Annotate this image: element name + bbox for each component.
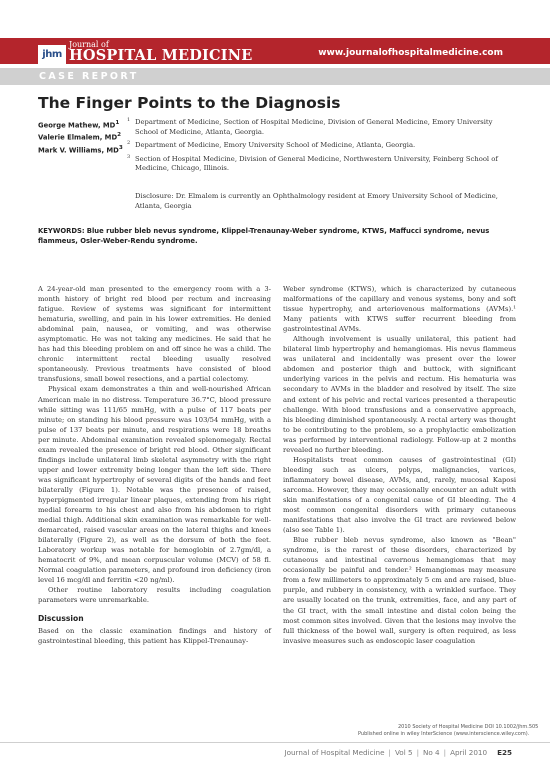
page-number: E25 xyxy=(497,748,512,757)
footer-separator: | xyxy=(443,748,447,757)
keywords-label: KEYWORDS: xyxy=(38,227,85,235)
footer-date: April 2010 xyxy=(450,748,488,757)
keywords-text: Blue rubber bleb nevus syndrome, Klippel-Trenaunay-Weber syndrome, KTWS, Maffucci syndrome, nevus flammeus, Osler-Weber-Rendu syndrome. xyxy=(38,227,490,245)
author-1: George Mathew, $MD^1$ xyxy=(38,120,120,130)
footer-separator: | xyxy=(416,748,419,757)
affiliation-1: 1 Department of Medicine, Section of Hospital Medicine, Division of General Medicine, Emory University School of Medicine, Atlanta, Georgia. xyxy=(127,117,493,136)
footer-separator: | xyxy=(388,748,391,757)
keywords xyxy=(38,226,513,246)
jhm-logo-icon: jhm xyxy=(38,45,66,64)
disclosure-note: Disclosure: Dr. Elmalem is currently an Ophthalmology resident at Emory University School of Medicine, Atlanta, Georgia xyxy=(135,192,498,210)
copyright-line: 2010 Society of Hospital Medicine DOI 10.1002/jhm.505 xyxy=(398,724,539,730)
affiliation-3: 3 Section of Hospital Medicine, Division of General Medicine, Northwestern University, Feinberg School of Medicine, Chicago, Illinois. xyxy=(127,153,498,173)
paragraph: Physical exam demonstrates a thin and well-nourished African American male in no distress. Temperature 36.7°C, blood pressure while sitting was 111/65 mmHg, with a pulse of 117 beats per minute; on standing his blood pressure was 103/54 mmHg, with a pulse of 137 beats per minute, and respirations were 18 breaths per minute. Abdominal examination revealed splenomegaly. Rectal exam revealed the presence of bright red blood. Other significant findings include unilateral limb skeletal asymmetry with the right upper and lower extremity being longer than the left side. There was significant hypertrophy of several digits of the hands and feet bilaterally (Figure 1). Notable was the presence of raised, hyperpigmented irregular linear plaques, extending from his right medial forearm to his chest and also from his abdomen to right medial thigh. Additional skin examination was remarkable for well-demarcated, raised vascular areas on the lateral thighs and knees bilaterally (Figure 2), as well as the dorsum of both the feet. Laboratory workup was notable for hemoglobin of 2.7gm/dl, a hematocrit of 9%, and mean corpuscular volume (MCV) of 58 fl. Normal coagulation parameters, and profound iron deficiency (iron level 16 mcg/dl and ferritin <20 ng/ml). xyxy=(38,385,271,585)
paragraph: Based on the classic examination findings and history of gastrointestinal bleeding, this patient has Klippel-Trenaunay- xyxy=(38,626,271,645)
body-column-left xyxy=(38,284,271,646)
footer-journal: Journal of Hospital Medicine xyxy=(284,748,385,757)
journal-name: HOSPITAL MEDICINE xyxy=(69,47,253,64)
footer-volume: Vol 5 xyxy=(394,748,413,757)
copyright-notice xyxy=(358,724,539,738)
body-column-right xyxy=(283,284,516,646)
footer-issue: No 4 xyxy=(423,748,440,757)
page-footer xyxy=(284,748,512,757)
section-label: CASE REPORT xyxy=(39,71,139,82)
author-3: Mark V. Williams, $MD^3$ xyxy=(38,144,123,154)
journal-url-link[interactable]: www.journalofhospitalmedicine.com xyxy=(318,48,503,58)
paragraph: A 24-year-old man presented to the emergency room with a 3-month history of bright red blood per rectum and increasing fatigue. Review of systems was significant for intermittent hematuria, swelling, and pain in his lower extremities. He denied abdominal pain, nausea, or vomiting, and was otherwise asymptomatic. He was not taking any medicines. He said that he has had this bleeding problem on and off since he was a child. The chronic intermittent rectal bleeding usually resolved spontaneously. Previous treatments have consisted of blood transfusions, small bowel resections, and a partial colectomy. xyxy=(38,285,271,384)
publisher-line: Published online in wiley InterScience (www.interscience.wiley.com). xyxy=(358,731,530,737)
journal-prefix: Journal of xyxy=(69,40,109,49)
article-title: The Finger Points to the Diagnosis xyxy=(38,94,341,112)
author-2: Valerie Elmalem, $MD^2$ xyxy=(38,132,122,142)
discussion-heading: Discussion xyxy=(38,613,84,623)
paragraph: Blue rubber bleb nevus syndrome, also known as "Bean" syndrome, is the rarest of these disorders, characterized by cutaneous and intestinal cavernous hemangiomas that may occasionally be painful and tender.² Hemangiomas may measure from a few millimeters to approximately 5 cm and are raised, blue-purple, and rubbery in consistency, with a wrinkled surface. They are usually located on the trunk, extremities, face, and any part of the GI tract, with the small intestine and distal colon being the most common sites involved. Given that the lesions may involve the full thickness of the bowel wall, surgery is often required, as less invasive measures such as endoscopic laser coagulation xyxy=(283,536,516,645)
paragraph: Other routine laboratory results including coagulation parameters were unremarkable. xyxy=(38,586,271,605)
affiliation-list xyxy=(127,118,517,178)
paragraph: Weber syndrome (KTWS), which is characterized by cutaneous malformations of the capillary and venous systems, bony and soft tissue hypertrophy, and arteriovenous malformations (AVMs).¹ Many patients with KTWS suffer recurrent bleeding from gastrointestinal AVMs. xyxy=(283,285,516,334)
author-list xyxy=(38,118,123,155)
footer-divider xyxy=(0,742,550,743)
journal-logo xyxy=(38,42,66,64)
paragraph: Hospitalists treat common causes of gastrointestinal (GI) bleeding such as ulcers, polyps, malignancies, varices, inflammatory bowel disease, AVMs, and, rarely, mucosal Kaposi sarcoma. However, they may occasionally encounter an adult with skin manifestations of a congenital cause of GI bleeding. The 4 most common congenital disorders with primary cutaneous manifestations that also involve the GI tract are reviewed below (also see Table 1). xyxy=(283,455,516,535)
paragraph: Although involvement is usually unilateral, this patient had bilateral limb hypertrophy and hemangiomas. His nevus flammeus was unilateral and incidentally was present over the lower abdomen and posterior thigh and buttock, with significant underlying varices in the pelvis and rectum. His hematuria was secondary to AVMs in the bladder and resolved by itself. The size and extent of his pelvic and rectal varices presented a therapeutic challenge. With blood transfusions and a conservative approach, his bleeding diminished spontaneously. A rectal artery was thought to be contributing to the problem, so a prophylactic embolization was performed by interventional radiology. Follow-up at 2 months revealed no further bleeding. xyxy=(283,335,516,454)
affiliation-2: 2 Department of Medicine, Emory University School of Medicine, Atlanta, Georgia. xyxy=(127,140,416,150)
